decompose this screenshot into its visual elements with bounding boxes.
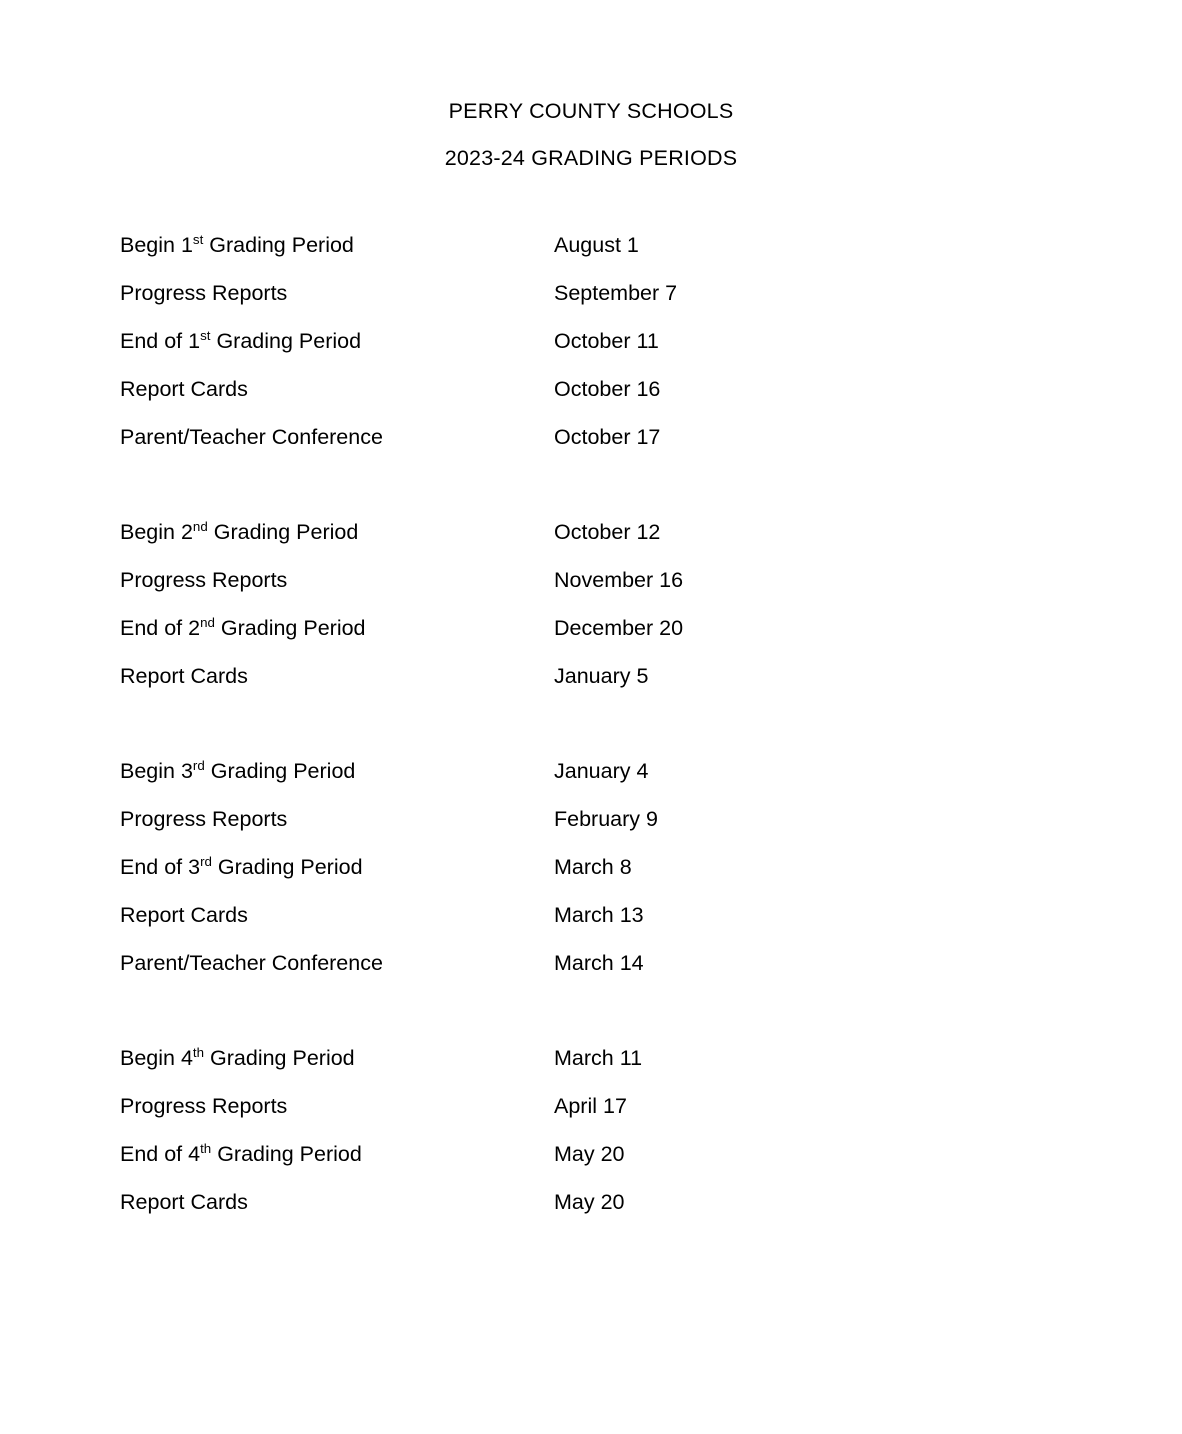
schedule-row-label-tail: Grading Period [211,1142,362,1166]
ordinal-suffix: nd [192,518,208,534]
schedule-row-label [120,1141,554,1167]
schedule-row-date: May 20 [554,1190,625,1214]
schedule-row-label-tail: Grading Period [211,855,363,879]
schedule-row-date: March 14 [554,951,644,975]
schedule-row-label [120,854,554,880]
schedule-row [120,950,1080,998]
schedule-row-date: September 7 [554,281,678,305]
schedule-row-label-text: Report Cards [120,1190,248,1214]
schedule-row-label-tail: Grading Period [210,329,362,353]
schedule-row-label-text: Progress Reports [120,1094,288,1118]
schedule-row-label-text: End of 4 [120,1142,201,1166]
schedule-row [120,615,1080,663]
schedule-row-label [120,328,554,354]
page-subtitle: 2023-24 GRADING PERIODS [444,146,738,170]
ordinal-suffix: rd [200,853,212,869]
schedule-row [120,663,1080,711]
schedule-row [120,519,1080,567]
schedule-row [120,902,1080,950]
schedule-row [120,424,1080,472]
schedule-row-label-text: End of 2 [120,616,201,640]
schedule-row-label [120,950,554,976]
schedule-row-label-text: Begin 1 [120,233,193,257]
schedule-row-label-tail: Grading Period [207,520,359,544]
schedule-row-date: December 20 [554,616,684,640]
schedule-row-label [120,1045,554,1071]
schedule-row [120,328,1080,376]
schedule-row [120,280,1080,328]
schedule-row-label-text: Progress Reports [120,807,288,831]
schedule-row-label-tail: Grading Period [214,616,366,640]
ordinal-suffix: st [192,231,204,247]
schedule-row-label-text: Report Cards [120,664,248,688]
schedule-row-label [120,519,554,545]
schedule-row-label-text: Report Cards [120,903,248,927]
document-header [0,88,1182,182]
schedule-row-date: October 17 [554,425,661,449]
schedule-row-date: March 8 [554,855,632,879]
schedule-row-label-text: Parent/Teacher Conference [120,951,383,975]
schedule-row-label [120,1189,554,1215]
schedule-row-label-text: Begin 2 [120,520,193,544]
schedule-row-label-text: End of 3 [120,855,201,879]
schedule-row [120,232,1080,280]
schedule-row-label-text: Begin 4 [120,1046,193,1070]
page-title: PERRY COUNTY SCHOOLS [448,99,734,123]
ordinal-suffix: nd [200,614,215,630]
schedule-row-label [120,280,554,306]
schedule-row-date: January 5 [554,664,649,688]
ordinal-suffix: st [200,327,211,343]
ordinal-suffix: rd [192,757,205,773]
grading-period-block-first-grading-period [120,232,1080,472]
schedule-row [120,1141,1080,1189]
schedule-row-label-text: Begin 3 [120,759,193,783]
schedule-row-label [120,567,554,593]
schedule-row-label-tail: Grading Period [204,1046,355,1070]
schedule-row-date: October 16 [554,377,661,401]
grading-period-block-third-grading-period [120,758,1080,998]
grading-period-block-fourth-grading-period [120,1045,1080,1237]
ordinal-suffix: th [192,1044,205,1060]
schedule-row-date: January 4 [554,759,649,783]
schedule-row-label [120,615,554,641]
grading-periods-schedule [120,232,1080,1237]
grading-period-block-second-grading-period [120,519,1080,711]
schedule-row-date: October 11 [554,329,659,353]
schedule-row [120,1093,1080,1141]
schedule-row-label-tail: Grading Period [204,759,356,783]
schedule-row-label-text: Parent/Teacher Conference [120,425,383,449]
schedule-row-label [120,424,554,450]
schedule-row [120,758,1080,806]
schedule-row [120,376,1080,424]
schedule-row-date: March 13 [554,903,644,927]
schedule-row-date: October 12 [554,520,661,544]
schedule-row-label-text: Progress Reports [120,568,288,592]
schedule-row-label [120,758,554,784]
schedule-row-label-text: End of 1 [120,329,201,353]
schedule-row [120,806,1080,854]
schedule-row [120,1045,1080,1093]
schedule-row-date: February 9 [554,807,658,831]
schedule-row-label [120,232,554,258]
ordinal-suffix: th [200,1140,212,1156]
schedule-row-label-text: Report Cards [120,377,248,401]
schedule-row-label [120,663,554,689]
schedule-row-date: November 16 [554,568,684,592]
schedule-row-label-text: Progress Reports [120,281,288,305]
schedule-row-label-tail: Grading Period [203,233,354,257]
schedule-row-date: April 17 [554,1094,627,1118]
schedule-row-date: May 20 [554,1142,625,1166]
schedule-row-date: March 11 [554,1046,643,1070]
schedule-row-label [120,376,554,402]
schedule-row-date: August 1 [554,233,639,257]
schedule-row-label [120,902,554,928]
schedule-row [120,567,1080,615]
schedule-row-label [120,806,554,832]
schedule-row [120,854,1080,902]
schedule-row-label [120,1093,554,1119]
schedule-row [120,1189,1080,1237]
